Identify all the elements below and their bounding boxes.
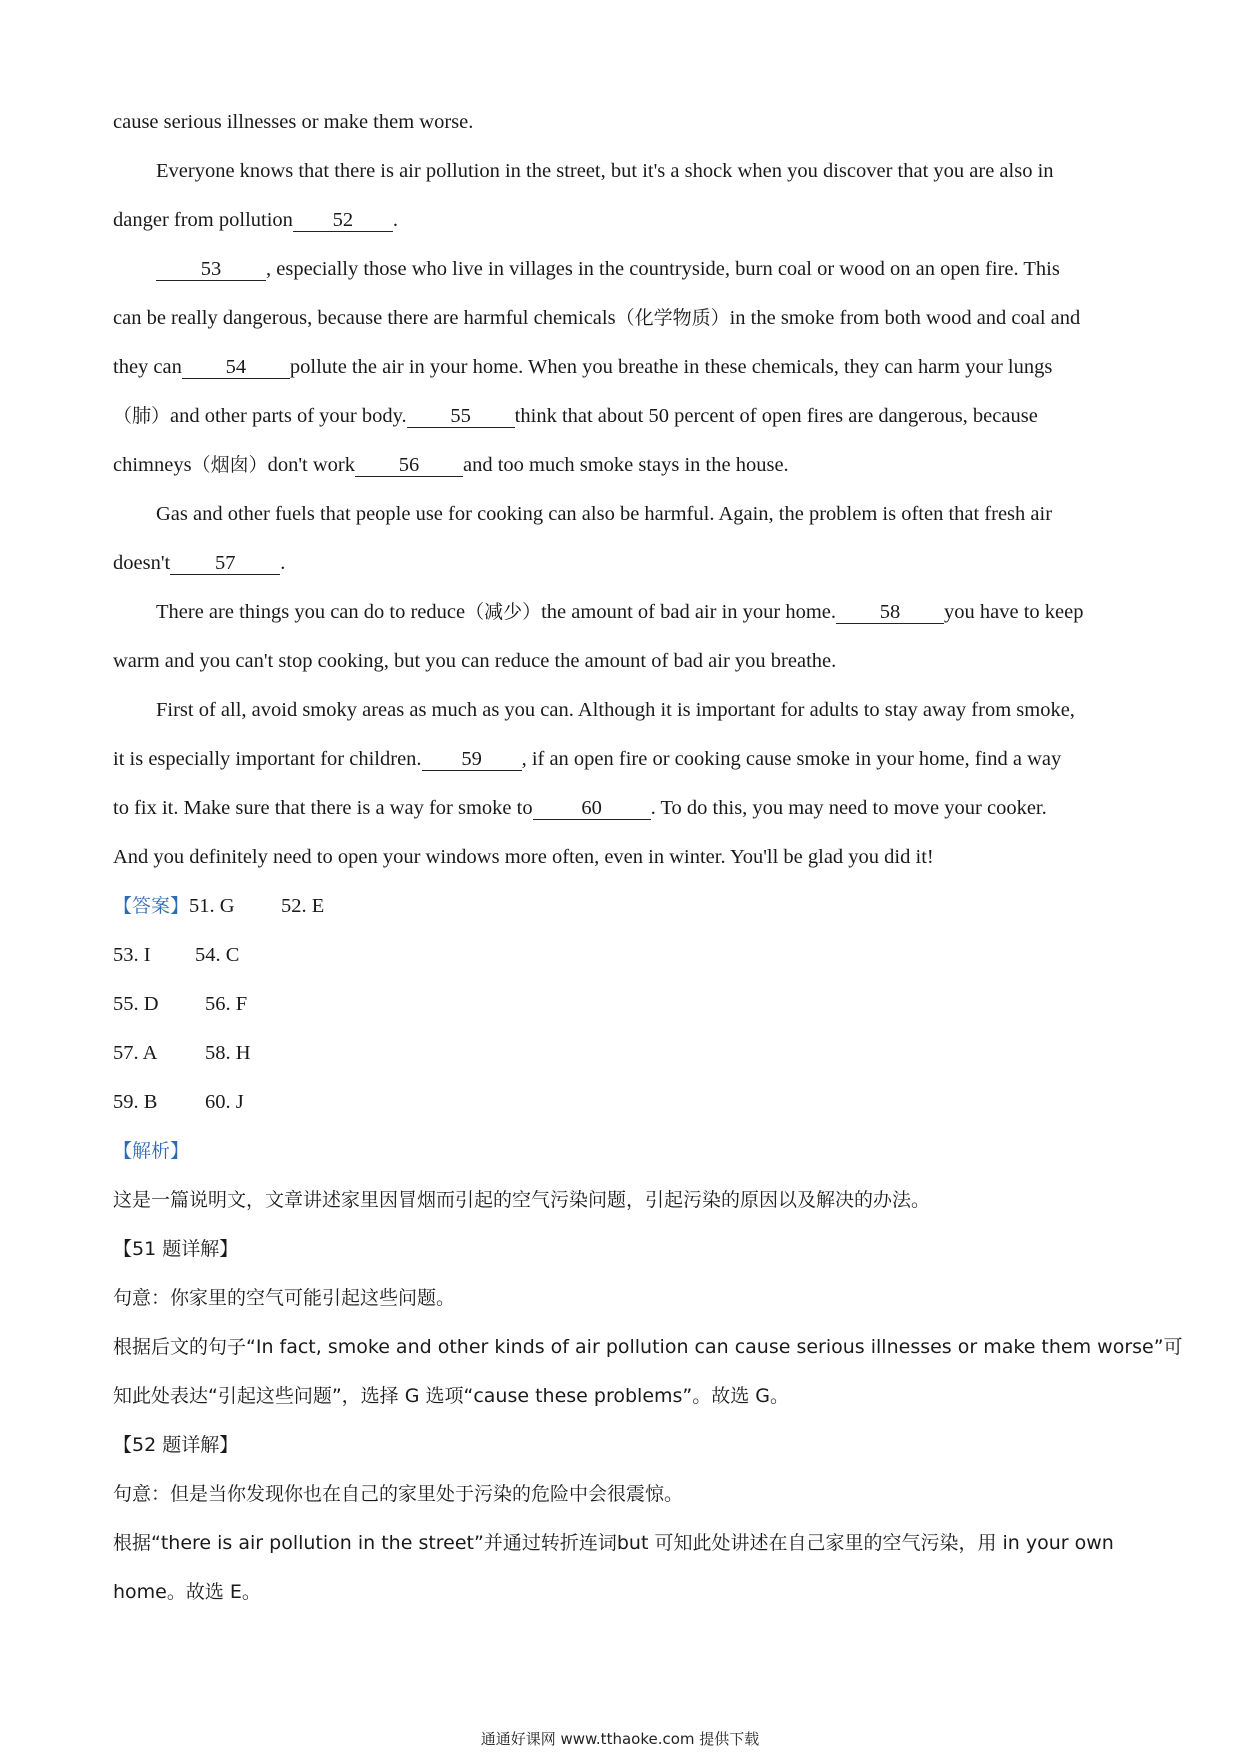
gloss-text: （肺） [113, 405, 171, 427]
passage-text: Everyone knows that there is air pollution in the street, but it's a shock when you discover that you are also in [156, 160, 1054, 182]
analysis-label: 【解析】 [113, 1140, 190, 1162]
passage-text: pollute the air in your home. When you breathe in these chemicals, they can harm your lungs [289, 356, 1053, 378]
passage-line [113, 784, 1133, 833]
answer-line [113, 882, 1133, 931]
answer-line [113, 931, 1133, 980]
question-51-reason: 知此处表达“引起这些问题”，选择 G 选项“cause these problems”。故选 G。 [113, 1385, 790, 1407]
passage-text: in the smoke from both wood and coal and [729, 307, 1081, 329]
passage-text: , especially those who live in villages in the countryside, burn coal or wood on an open fire. This [266, 258, 1060, 280]
passage-text: First of all, avoid smoky areas as much as you can. Although it is important for adults to stay away from smoke, [156, 699, 1075, 721]
passage-line [113, 490, 1133, 539]
passage-text: they can [113, 356, 182, 378]
question-52-reason: 根据“there is air pollution in the street”并通过转折连词but 可知此处讲述在自己家里的空气污染，用 in your own [113, 1532, 1114, 1554]
passage-text: danger from pollution [113, 209, 293, 231]
passage-text: don't work [267, 454, 355, 476]
passage-text: warm and you can't stop cooking, but you can reduce the amount of bad air you breathe. [113, 650, 837, 672]
passage-text: . To do this, you may need to move your cooker. [650, 797, 1047, 819]
passage-text: can be really dangerous, because there are harmful chemicals [113, 307, 616, 329]
passage-text: chimneys [113, 454, 192, 476]
answer-item: 60. J [205, 1091, 244, 1113]
question-52-title: 【52 题详解】 [113, 1434, 239, 1456]
gloss-text: （烟囱） [191, 454, 268, 476]
answer-line [113, 980, 1133, 1029]
passage-text: Gas and other fuels that people use for cooking can also be harmful. Again, the problem is often that fresh air [156, 503, 1053, 525]
passage-line [113, 392, 1133, 441]
passage-text: and too much smoke stays in the house. [463, 454, 789, 476]
passage-text: There are things you can do to reduce [156, 601, 466, 623]
passage-text: cause serious illnesses or make them worse. [113, 111, 474, 133]
answer-item: 52. E [281, 895, 325, 917]
answer-line [113, 1029, 1133, 1078]
gloss-text: （减少） [465, 601, 542, 623]
passage-line [113, 196, 1133, 245]
answer-item: 54. C [195, 944, 240, 966]
passage-text: and other parts of your body. [170, 405, 407, 427]
question-52-meaning: 句意：但是当你发现你也在自己的家里处于污染的危险中会很震惊。 [113, 1483, 684, 1505]
question-51-title: 【51 题详解】 [113, 1238, 239, 1260]
answer-item: 58. H [205, 1042, 251, 1064]
blank-60: 60 [533, 797, 651, 820]
answer-item: 53. I [113, 944, 151, 966]
passage-text: it is especially important for children. [113, 748, 422, 770]
analysis-heading [113, 1127, 1133, 1176]
passage-text: . [392, 209, 399, 231]
answer-item: 56. F [205, 993, 248, 1015]
passage-line [113, 294, 1133, 343]
passage-line [113, 588, 1133, 637]
answer-item: 59. B [113, 1091, 158, 1113]
passage-line [113, 98, 1133, 147]
passage-line [113, 637, 1133, 686]
answer-item: 57. A [113, 1042, 158, 1064]
passage-line [113, 343, 1133, 392]
question-52-reason: home。故选 E。 [113, 1581, 261, 1603]
passage-text: to fix it. Make sure that there is a way for smoke to [113, 797, 533, 819]
passage-text: doesn't [113, 552, 171, 574]
passage-line [113, 245, 1133, 294]
passage-line [113, 539, 1133, 588]
passage-line [113, 147, 1133, 196]
answer-item: 55. D [113, 993, 159, 1015]
blank-58: 58 [836, 601, 944, 624]
blank-53: 53 [156, 258, 266, 281]
answer-label: 【答案】 [113, 895, 190, 917]
blank-55: 55 [407, 405, 515, 428]
passage-line [113, 833, 1133, 882]
passage-text: the amount of bad air in your home. [541, 601, 837, 623]
blank-56: 56 [355, 454, 463, 477]
question-51-meaning: 句意：你家里的空气可能引起这些问题。 [113, 1287, 456, 1309]
passage-text: you have to keep [944, 601, 1084, 623]
passage-line [113, 735, 1133, 784]
blank-59: 59 [422, 748, 522, 771]
document-body [113, 98, 1183, 1617]
passage-text: And you definitely need to open your windows more often, even in winter. You'll be glad you did it! [113, 846, 934, 868]
answer-line [113, 1078, 1133, 1127]
passage-text: , if an open fire or cooking cause smoke in your home, find a way [521, 748, 1062, 770]
gloss-text: （化学物质） [615, 307, 730, 329]
answer-item: 51. G [189, 895, 235, 917]
blank-52: 52 [293, 209, 393, 232]
page-footer: 通通好课网 www.tthaoke.com 提供下载 [480, 1730, 760, 1748]
analysis-summary: 这是一篇说明文，文章讲述家里因冒烟而引起的空气污染问题，引起污染的原因以及解决的办法。 [113, 1189, 931, 1211]
passage-line [113, 686, 1133, 735]
blank-54: 54 [182, 356, 290, 379]
passage-line [113, 441, 1133, 490]
blank-57: 57 [170, 552, 280, 575]
passage-text: think that about 50 percent of open fires are dangerous, because [514, 405, 1038, 427]
question-51-reason: 根据后文的句子“In fact, smoke and other kinds of air pollution can cause serious illnesses or make them worse”可 [113, 1336, 1183, 1358]
passage-text: . [280, 552, 286, 574]
